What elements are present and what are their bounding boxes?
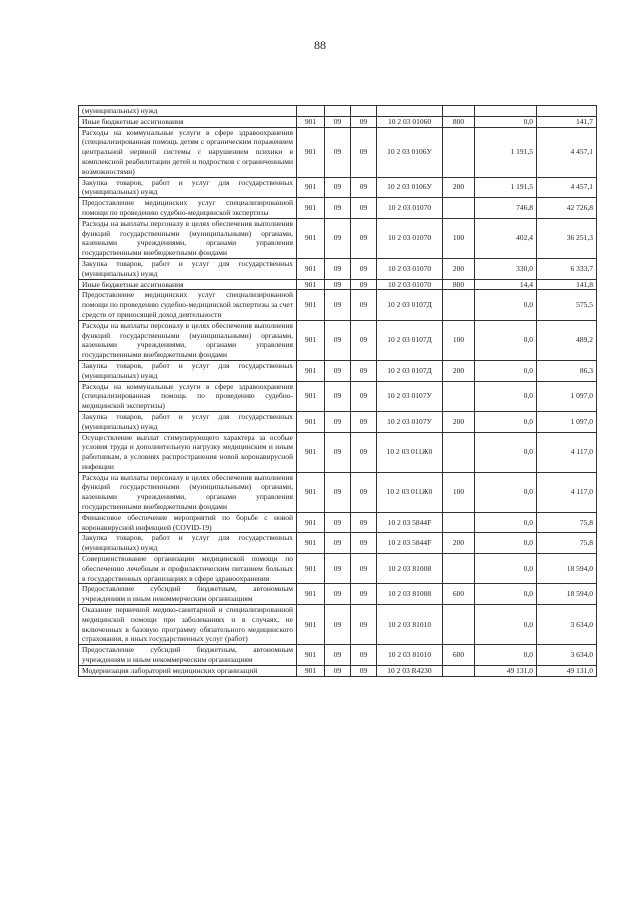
row-amount-year1-cell: 0,0 <box>475 411 537 432</box>
row-grbs-cell: 901 <box>297 320 325 360</box>
row-expense-type-cell: 200 <box>443 533 475 554</box>
row-name-cell: Закупка товаров, работ и услуг для государственных (муниципальных) нужд <box>79 360 297 381</box>
page-number: 88 <box>314 38 326 52</box>
row-name-cell: Закупка товаров, работ и услуг для государственных (муниципальных) нужд <box>79 258 297 279</box>
row-name-cell: Закупка товаров, работ и услуг для государственных (муниципальных) нужд <box>79 533 297 554</box>
row-target-article-cell: 10 2 03 0106У <box>377 127 443 177</box>
row-subsection-cell: 09 <box>351 554 377 584</box>
row-expense-type-cell <box>443 106 475 117</box>
row-expense-type-cell: 100 <box>443 320 475 360</box>
row-section-cell: 09 <box>325 381 351 411</box>
row-subsection-cell: 09 <box>351 279 377 290</box>
row-grbs-cell: 901 <box>297 512 325 533</box>
row-amount-year2-cell: 489,2 <box>537 320 597 360</box>
row-amount-year2-cell: 4 117,0 <box>537 472 597 512</box>
table-row <box>79 381 597 411</box>
table-row <box>79 127 597 177</box>
row-subsection-cell: 09 <box>351 320 377 360</box>
row-grbs-cell: 901 <box>297 432 325 472</box>
row-grbs-cell: 901 <box>297 605 325 645</box>
row-name-cell: Закупка товаров, работ и услуг для государственных (муниципальных) нужд <box>79 177 297 198</box>
row-amount-year2-cell: 141,7 <box>537 116 597 127</box>
row-section-cell: 09 <box>325 116 351 127</box>
row-target-article-cell: 10 2 03 011Ж0 <box>377 432 443 472</box>
row-expense-type-cell <box>443 127 475 177</box>
row-grbs-cell: 901 <box>297 645 325 666</box>
row-amount-year1-cell: 49 131,0 <box>475 665 537 676</box>
row-amount-year2-cell: 4 457,1 <box>537 177 597 198</box>
row-grbs-cell: 901 <box>297 198 325 219</box>
row-amount-year1-cell: 746,8 <box>475 198 537 219</box>
row-expense-type-cell <box>443 198 475 219</box>
row-expense-type-cell: 200 <box>443 411 475 432</box>
table-row <box>79 665 597 676</box>
row-name-cell: Закупка товаров, работ и услуг для государственных (муниципальных) нужд <box>79 411 297 432</box>
row-subsection-cell: 09 <box>351 411 377 432</box>
row-expense-type-cell <box>443 290 475 320</box>
row-amount-year1-cell: 0,0 <box>475 290 537 320</box>
row-subsection-cell: 09 <box>351 290 377 320</box>
table-row <box>79 512 597 533</box>
row-name-cell: Предоставление медицинских услуг специализированной помощи по проведению судебно-медицинской экспертизы за счет средств от приносящей доход деятельности <box>79 290 297 320</box>
row-target-article-cell: 10 2 03 011Ж0 <box>377 472 443 512</box>
row-expense-type-cell: 800 <box>443 116 475 127</box>
table-row <box>79 320 597 360</box>
row-section-cell: 09 <box>325 127 351 177</box>
table-row <box>79 290 597 320</box>
row-section-cell: 09 <box>325 177 351 198</box>
row-section-cell: 09 <box>325 533 351 554</box>
row-grbs-cell: 901 <box>297 554 325 584</box>
row-name-cell: Модернизация лабораторий медицинских организаций <box>79 665 297 676</box>
row-grbs-cell <box>297 106 325 117</box>
row-amount-year1-cell: 0,0 <box>475 381 537 411</box>
row-amount-year2-cell: 36 251,3 <box>537 218 597 258</box>
row-grbs-cell: 901 <box>297 258 325 279</box>
row-amount-year2-cell: 4 117,0 <box>537 432 597 472</box>
table-row <box>79 645 597 666</box>
row-expense-type-cell: 600 <box>443 584 475 605</box>
row-section-cell: 09 <box>325 411 351 432</box>
row-grbs-cell: 901 <box>297 218 325 258</box>
row-expense-type-cell: 100 <box>443 472 475 512</box>
row-expense-type-cell <box>443 554 475 584</box>
row-expense-type-cell: 200 <box>443 360 475 381</box>
table-row <box>79 258 597 279</box>
row-target-article-cell: 10 2 03 01070 <box>377 279 443 290</box>
row-amount-year2-cell: 75,8 <box>537 512 597 533</box>
row-name-cell: Иные бюджетные ассигнования <box>79 116 297 127</box>
row-section-cell: 09 <box>325 290 351 320</box>
row-name-cell: Расходы на коммунальные услуги в сфере здравоохранения (специализированная помощь по проведению судебно-медицинской экспертизы) <box>79 381 297 411</box>
row-name-cell: Предоставление субсидий бюджетным, автономным учреждениям и иным некоммерческим организациям <box>79 645 297 666</box>
table-row <box>79 554 597 584</box>
row-target-article-cell: 10 2 03 0106У <box>377 177 443 198</box>
row-amount-year2-cell: 75,8 <box>537 533 597 554</box>
row-amount-year1-cell: 0,0 <box>475 645 537 666</box>
row-subsection-cell: 09 <box>351 645 377 666</box>
row-expense-type-cell <box>443 605 475 645</box>
row-subsection-cell: 09 <box>351 198 377 219</box>
row-amount-year1-cell: 0,0 <box>475 605 537 645</box>
row-amount-year2-cell: 6 333,7 <box>537 258 597 279</box>
row-expense-type-cell: 200 <box>443 258 475 279</box>
row-amount-year1-cell <box>475 106 537 117</box>
row-amount-year2-cell: 86,3 <box>537 360 597 381</box>
row-grbs-cell: 901 <box>297 381 325 411</box>
table-row <box>79 218 597 258</box>
row-section-cell: 09 <box>325 605 351 645</box>
table-row <box>79 584 597 605</box>
table-row <box>79 411 597 432</box>
row-section-cell: 09 <box>325 218 351 258</box>
row-section-cell <box>325 106 351 117</box>
row-amount-year1-cell: 0,0 <box>475 432 537 472</box>
row-name-cell: Предоставление медицинских услуг специализированной помощи по проведению судебно-медицинской экспертизы <box>79 198 297 219</box>
row-section-cell: 09 <box>325 554 351 584</box>
row-subsection-cell: 09 <box>351 605 377 645</box>
row-subsection-cell: 09 <box>351 381 377 411</box>
row-amount-year1-cell: 0,0 <box>475 584 537 605</box>
row-subsection-cell: 09 <box>351 258 377 279</box>
table-row <box>79 116 597 127</box>
row-subsection-cell: 09 <box>351 584 377 605</box>
row-amount-year1-cell: 0,0 <box>475 116 537 127</box>
row-expense-type-cell: 100 <box>443 218 475 258</box>
table-row <box>79 360 597 381</box>
row-amount-year2-cell: 4 457,1 <box>537 127 597 177</box>
row-grbs-cell: 901 <box>297 116 325 127</box>
row-target-article-cell: 10 2 03 0107Д <box>377 360 443 381</box>
row-name-cell: Оказание первичной медико-санитарной и специализированной медицинской помощи при заболеваниях и в случаях, не включенных в базовую программу обязательного медицинского страхования, в иных государственных услуг (работ) <box>79 605 297 645</box>
row-amount-year1-cell: 14,4 <box>475 279 537 290</box>
row-grbs-cell: 901 <box>297 533 325 554</box>
row-name-cell: Расходы на выплаты персоналу в целях обеспечения выполнения функций государственными (муниципальными) органами, казенными учреждениями, органами управления государственными внебюджетными фондами <box>79 320 297 360</box>
row-name-cell: Осуществление выплат стимулирующего характера за особые условия труда и дополнительную нагрузку медицинским и иным работникам, в условиях распространения новой коронавирусной инфекции <box>79 432 297 472</box>
row-target-article-cell: 10 2 03 R4230 <box>377 665 443 676</box>
row-subsection-cell: 09 <box>351 533 377 554</box>
row-subsection-cell: 09 <box>351 116 377 127</box>
row-section-cell: 09 <box>325 320 351 360</box>
row-amount-year1-cell: 0,0 <box>475 360 537 381</box>
row-amount-year1-cell: 1 191,5 <box>475 177 537 198</box>
row-target-article-cell: 10 2 03 0107Д <box>377 320 443 360</box>
row-section-cell: 09 <box>325 258 351 279</box>
row-amount-year1-cell: 0,0 <box>475 554 537 584</box>
row-grbs-cell: 901 <box>297 127 325 177</box>
row-subsection-cell: 09 <box>351 218 377 258</box>
row-amount-year2-cell: 3 634,0 <box>537 645 597 666</box>
row-expense-type-cell: 200 <box>443 177 475 198</box>
row-expense-type-cell <box>443 512 475 533</box>
row-expense-type-cell: 600 <box>443 645 475 666</box>
row-target-article-cell <box>377 106 443 117</box>
row-section-cell: 09 <box>325 472 351 512</box>
row-amount-year2-cell <box>537 106 597 117</box>
row-target-article-cell: 10 2 03 01070 <box>377 198 443 219</box>
row-name-cell: Расходы на коммунальные услуги в сфере здравоохранения (специализированная помощь детям с органическим поражением центральной нервной системы с нарушением психики в комплексной реабилитации детей и подростков с ограниченными возможностями) <box>79 127 297 177</box>
table-row <box>79 198 597 219</box>
row-grbs-cell: 901 <box>297 472 325 512</box>
row-amount-year2-cell: 141,8 <box>537 279 597 290</box>
row-target-article-cell: 10 2 03 5844F <box>377 512 443 533</box>
row-amount-year2-cell: 49 131,0 <box>537 665 597 676</box>
table-row <box>79 279 597 290</box>
row-subsection-cell: 09 <box>351 512 377 533</box>
row-target-article-cell: 10 2 03 81008 <box>377 554 443 584</box>
row-section-cell: 09 <box>325 432 351 472</box>
row-section-cell: 09 <box>325 512 351 533</box>
row-expense-type-cell <box>443 665 475 676</box>
table-row <box>79 177 597 198</box>
row-amount-year1-cell: 0,0 <box>475 512 537 533</box>
row-grbs-cell: 901 <box>297 584 325 605</box>
row-name-cell: (муниципальных) нужд <box>79 106 297 117</box>
table-row <box>79 533 597 554</box>
row-subsection-cell: 09 <box>351 432 377 472</box>
row-name-cell: Иные бюджетные ассигнования <box>79 279 297 290</box>
row-target-article-cell: 10 2 03 81010 <box>377 605 443 645</box>
row-target-article-cell: 10 2 03 81010 <box>377 645 443 666</box>
table-row <box>79 605 597 645</box>
row-amount-year2-cell: 18 594,0 <box>537 584 597 605</box>
row-amount-year1-cell: 0,0 <box>475 320 537 360</box>
row-amount-year2-cell: 1 097,0 <box>537 381 597 411</box>
row-expense-type-cell <box>443 432 475 472</box>
row-name-cell: Расходы на выплаты персоналу в целях обеспечения выполнения функций государственными (муниципальными) органами, казенными учреждениями, органами управления государственными внебюджетными фондами <box>79 218 297 258</box>
row-amount-year2-cell: 18 594,0 <box>537 554 597 584</box>
row-target-article-cell: 10 2 03 0107Д <box>377 290 443 320</box>
budget-table <box>78 105 597 677</box>
row-name-cell: Расходы на выплаты персоналу в целях обеспечения выполнения функций государственными (муниципальными) органами, казенными учреждениями, органами управления государственными внебюджетными фондами <box>79 472 297 512</box>
row-target-article-cell: 10 2 03 01070 <box>377 218 443 258</box>
row-grbs-cell: 901 <box>297 279 325 290</box>
row-amount-year1-cell: 402,4 <box>475 218 537 258</box>
row-section-cell: 09 <box>325 665 351 676</box>
row-section-cell: 09 <box>325 645 351 666</box>
row-section-cell: 09 <box>325 360 351 381</box>
row-target-article-cell: 10 2 03 5844F <box>377 533 443 554</box>
row-amount-year1-cell: 1 191,5 <box>475 127 537 177</box>
row-amount-year2-cell: 42 726,8 <box>537 198 597 219</box>
row-grbs-cell: 901 <box>297 360 325 381</box>
row-amount-year1-cell: 330,0 <box>475 258 537 279</box>
row-amount-year2-cell: 1 097,0 <box>537 411 597 432</box>
row-subsection-cell <box>351 106 377 117</box>
row-name-cell: Финансовое обеспечение мероприятий по борьбе с новой коронавирусной инфекцией (COVID-19) <box>79 512 297 533</box>
row-grbs-cell: 901 <box>297 177 325 198</box>
table-row <box>79 432 597 472</box>
row-subsection-cell: 09 <box>351 360 377 381</box>
row-grbs-cell: 901 <box>297 411 325 432</box>
row-expense-type-cell: 800 <box>443 279 475 290</box>
row-amount-year2-cell: 575,5 <box>537 290 597 320</box>
row-target-article-cell: 10 2 03 81008 <box>377 584 443 605</box>
row-target-article-cell: 10 2 03 0107У <box>377 411 443 432</box>
row-amount-year2-cell: 3 634,0 <box>537 605 597 645</box>
row-target-article-cell: 10 2 03 01070 <box>377 258 443 279</box>
table-row <box>79 106 597 117</box>
row-amount-year1-cell: 0,0 <box>475 533 537 554</box>
row-amount-year1-cell: 0,0 <box>475 472 537 512</box>
row-target-article-cell: 10 2 03 01060 <box>377 116 443 127</box>
row-grbs-cell: 901 <box>297 290 325 320</box>
row-section-cell: 09 <box>325 584 351 605</box>
table-row <box>79 472 597 512</box>
row-expense-type-cell <box>443 381 475 411</box>
row-subsection-cell: 09 <box>351 177 377 198</box>
row-section-cell: 09 <box>325 279 351 290</box>
row-name-cell: Предоставление субсидий бюджетным, автономным учреждениям и иным некоммерческим организациям <box>79 584 297 605</box>
row-grbs-cell: 901 <box>297 665 325 676</box>
row-section-cell: 09 <box>325 198 351 219</box>
row-subsection-cell: 09 <box>351 665 377 676</box>
row-subsection-cell: 09 <box>351 472 377 512</box>
row-name-cell: Совершенствование организации медицинской помощи по обеспечению лечебным и профилактическим питанием больных в государственных организациях в сфере здравоохранения <box>79 554 297 584</box>
row-subsection-cell: 09 <box>351 127 377 177</box>
row-target-article-cell: 10 2 03 0107У <box>377 381 443 411</box>
